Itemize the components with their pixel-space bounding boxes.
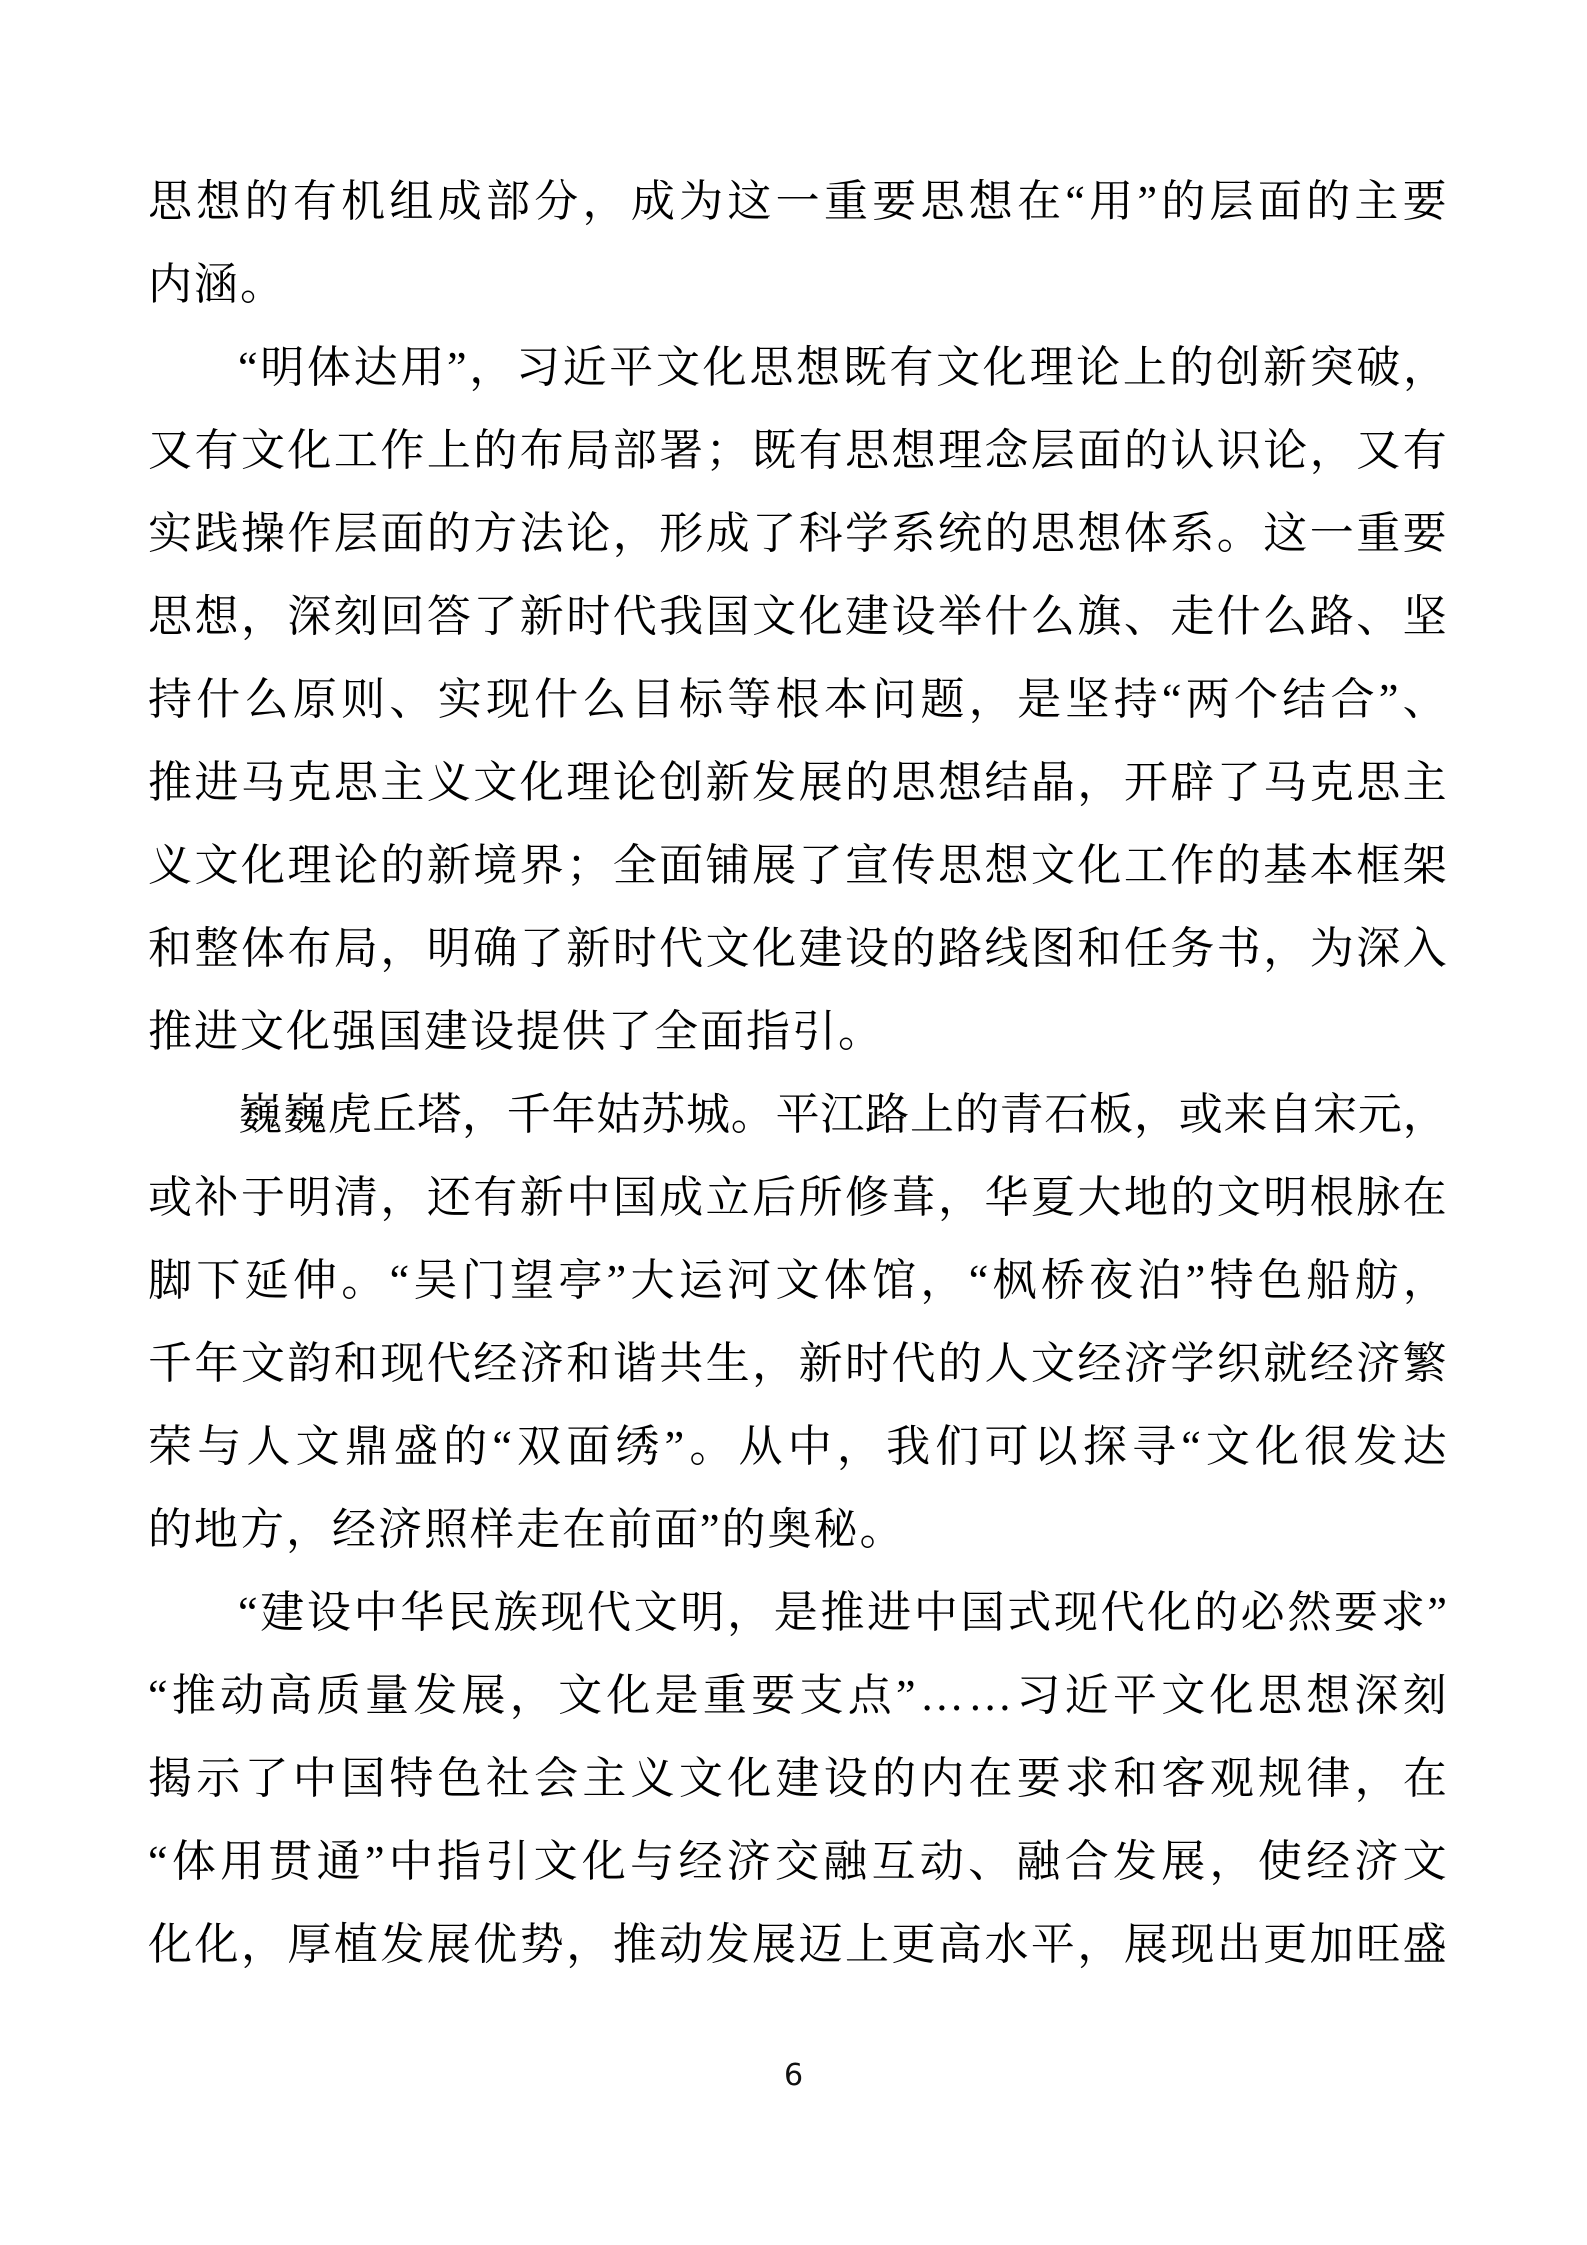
- text-line: “ 建 设 中 华 民 族 现 代 文 明 ， 是 推 进 中 国 式 现 代 化 的 必 然 要 求 ”: [238, 1588, 1447, 1637]
- text-line: 推 进 马 克 思 主 义 文 化 理 论 创 新 发 展 的 思 想 结 晶 ， 开 辟 了 马 克 思 主: [148, 758, 1447, 807]
- text-line: 义 文 化 理 论 的 新 境 界 ； 全 面 铺 展 了 宣 传 思 想 文 化 工 作 的 基 本 框 架: [148, 841, 1447, 890]
- text-line: 又 有 文 化 工 作 上 的 布 局 部 署 ； 既 有 思 想 理 念 层 面 的 认 识 论 ， 又 有: [148, 426, 1447, 475]
- text-line: “ 推 动 高 质 量 发 展 ， 文 化 是 重 要 支 点 ” … … 习 近 平 文 化 思 想 深 刻: [148, 1671, 1447, 1720]
- text-line: 化 化 ， 厚 植 发 展 优 势 ， 推 动 发 展 迈 上 更 高 水 平 ， 展 现 出 更 加 旺 盛: [148, 1920, 1447, 1969]
- page-number: 6: [783, 2058, 804, 2093]
- text-line: “ 体 用 贯 通 ” 中 指 引 文 化 与 经 济 交 融 互 动 、 融 合 发 展 ， 使 经 济 文: [148, 1837, 1447, 1886]
- text-line: 和 整 体 布 局 ， 明 确 了 新 时 代 文 化 建 设 的 路 线 图 和 任 务 书 ， 为 深 入: [148, 924, 1447, 973]
- text-line: “ 明 体 达 用 ” ， 习 近 平 文 化 思 想 既 有 文 化 理 论 上 的 创 新 突 破 ，: [238, 343, 1447, 392]
- text-line: 或 补 于 明 清 ， 还 有 新 中 国 成 立 后 所 修 葺 ， 华 夏 大 地 的 文 明 根 脉 在: [148, 1173, 1447, 1222]
- text-line: 思 想 的 有 机 组 成 部 分 ， 成 为 这 一 重 要 思 想 在 “ 用 ” 的 层 面 的 主 要: [148, 177, 1447, 226]
- text-line: 推进文化强国建设提供了全面指引。: [148, 1007, 884, 1056]
- text-line: 揭 示 了 中 国 特 色 社 会 主 义 文 化 建 设 的 内 在 要 求 和 客 观 规 律 ， 在: [148, 1754, 1447, 1803]
- text-line: 内涵。: [148, 260, 286, 309]
- text-line: 思 想 ， 深 刻 回 答 了 新 时 代 我 国 文 化 建 设 举 什 么 旗 、 走 什 么 路 、 坚: [148, 592, 1447, 641]
- text-line: 脚 下 延 伸 。 “ 吴 门 望 亭 ” 大 运 河 文 体 馆 ， “ 枫 桥 夜 泊 ” 特 色 船 舫 ，: [148, 1256, 1447, 1305]
- text-line: 巍 巍 虎 丘 塔 ， 千 年 姑 苏 城 。 平 江 路 上 的 青 石 板 ， 或 来 自 宋 元 ，: [238, 1090, 1447, 1139]
- text-line: 持 什 么 原 则 、 实 现 什 么 目 标 等 根 本 问 题 ， 是 坚 持 “ 两 个 结 合 ” 、: [148, 675, 1447, 724]
- text-line: 实 践 操 作 层 面 的 方 法 论 ， 形 成 了 科 学 系 统 的 思 想 体 系 。 这 一 重 要: [148, 509, 1447, 558]
- text-line: 荣 与 人 文 鼎 盛 的 “ 双 面 绣 ” 。 从 中 ， 我 们 可 以 探 寻 “ 文 化 很 发 达: [148, 1422, 1447, 1471]
- document-body: [148, 160, 1447, 1986]
- text-line: 千 年 文 韵 和 现 代 经 济 和 谐 共 生 ， 新 时 代 的 人 文 经 济 学 织 就 经 济 繁: [148, 1339, 1447, 1388]
- text-line: 的地方，经济照样走在前面”的奥秘。: [148, 1505, 906, 1554]
